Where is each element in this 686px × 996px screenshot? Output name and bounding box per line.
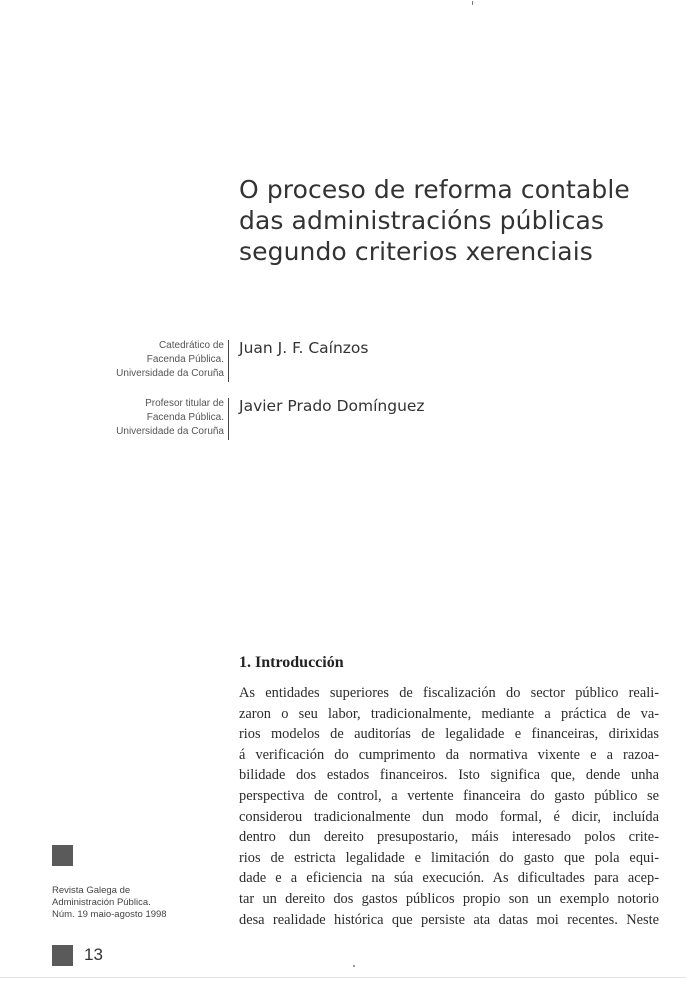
author-divider bbox=[228, 340, 229, 382]
page-number-marker-square bbox=[52, 945, 73, 966]
author-affiliation bbox=[116, 397, 224, 439]
journal-marker-square bbox=[52, 845, 73, 866]
author-name: Juan J. F. Caínzos bbox=[239, 339, 369, 357]
paragraph-line: rios de estricta legalidade e limitación do gasto que pola equi- bbox=[239, 849, 659, 866]
paragraph-line: bilidade dos estados financeiros. Isto significa que, dende unha bbox=[239, 767, 659, 784]
paragraph-line: á verificación do cumprimento da normativa vixente e a razoa- bbox=[239, 746, 659, 763]
paragraph-line: As entidades superiores de fiscalización do sector público reali- bbox=[239, 685, 659, 701]
scan-dot bbox=[353, 965, 355, 967]
title-line: das administracións públicas bbox=[239, 206, 605, 235]
title-line: O proceso de reforma contable bbox=[239, 175, 630, 204]
paragraph-line: desa realidade histórica que persiste ata datas moi recentes. Neste bbox=[239, 911, 659, 928]
article-title bbox=[239, 174, 659, 267]
page-edge-line bbox=[0, 977, 686, 978]
journal-info bbox=[52, 885, 167, 921]
page-number: 13 bbox=[84, 945, 103, 964]
paragraph-line: dentro dun dereito presupostario, máis interesado polos crite- bbox=[239, 829, 659, 846]
paragraph-line: considerou tradicionalmente dun modo formal, é dicir, incluída bbox=[239, 808, 659, 825]
paragraph-line: rios modelos de auditorías de legalidade e financeiras, dirixidas bbox=[239, 726, 659, 743]
affiliation-line: Universidade da Coruña bbox=[116, 368, 224, 379]
paragraph-line: dade e a eficiencia na súa execución. As dificultades para acep- bbox=[239, 870, 659, 887]
paragraph-line: tar un dereito dos gastos públicos propio son un exemplo notorio bbox=[239, 890, 659, 907]
body-paragraph bbox=[239, 683, 659, 930]
affiliation-line: Profesor titular de bbox=[145, 398, 224, 409]
author-divider bbox=[228, 398, 229, 440]
affiliation-line: Catedrático de bbox=[158, 340, 224, 351]
author-affiliation bbox=[116, 339, 224, 381]
section-heading: 1. Introducción bbox=[239, 654, 344, 671]
journal-line: Revista Galega de bbox=[52, 885, 131, 896]
journal-line: Núm. 19 maio-agosto 1998 bbox=[52, 909, 167, 920]
journal-line: Administración Pública. bbox=[52, 897, 151, 908]
affiliation-line: Facenda Pública. bbox=[146, 412, 224, 423]
affiliation-line: Universidade da Coruña bbox=[116, 426, 224, 437]
title-line: segundo criterios xerenciais bbox=[239, 237, 593, 266]
paragraph-line: zaron o seu labor, tradicionalmente, mediante a práctica de va- bbox=[239, 705, 659, 722]
author-name: Javier Prado Domínguez bbox=[239, 397, 425, 415]
scan-mark bbox=[472, 1, 473, 5]
affiliation-line: Facenda Pública. bbox=[146, 354, 224, 365]
paragraph-line: perspectiva de control, a vertente financeira do gasto público se bbox=[239, 787, 659, 804]
